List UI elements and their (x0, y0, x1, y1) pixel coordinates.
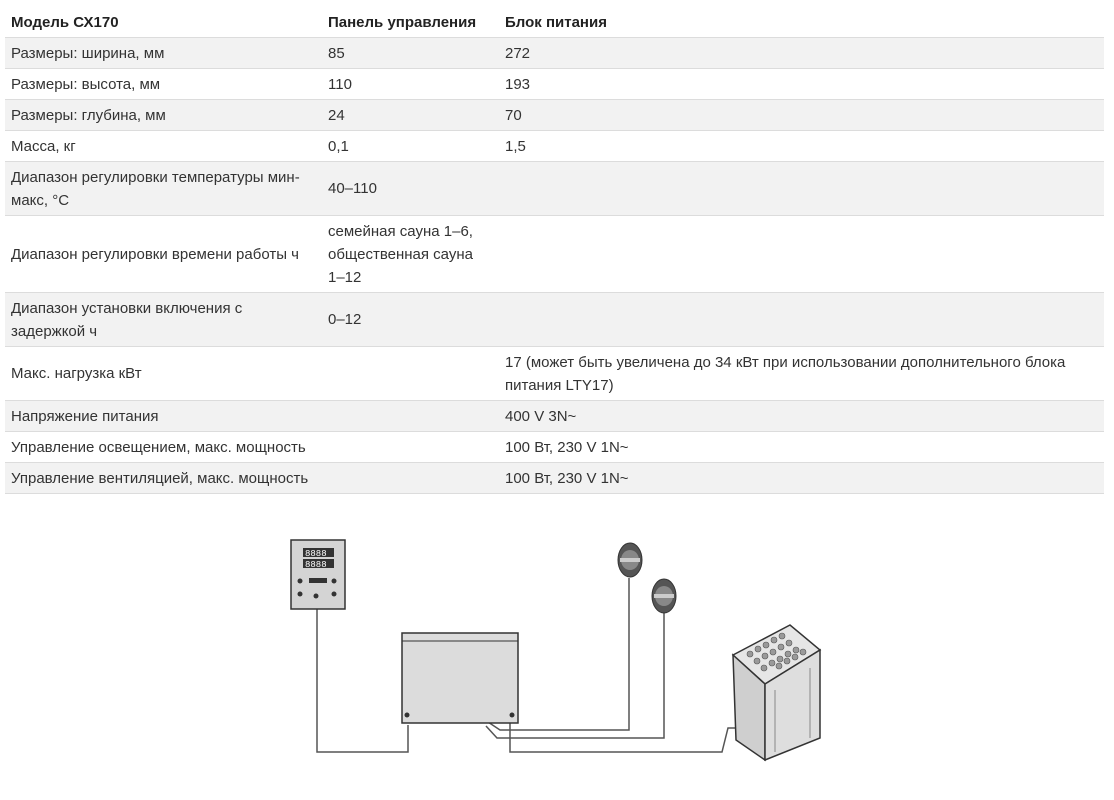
row-panel-value (322, 463, 499, 494)
heater-cable (510, 722, 745, 752)
temperature-sensor-icon (618, 543, 642, 577)
row-power-value: 100 Вт, 230 V 1N~ (499, 463, 1104, 494)
header-model: Модель СХ170 (5, 7, 322, 38)
row-power-value (499, 293, 1104, 347)
row-panel-value: 0–12 (322, 293, 499, 347)
table-row (5, 162, 1104, 216)
row-label: Диапазон установки включения с задержкой ч (5, 293, 322, 347)
table-row (5, 131, 1104, 162)
row-panel-value (322, 347, 499, 401)
panel-cable (317, 608, 408, 752)
row-label: Управление вентиляцией, макс. мощность (5, 463, 322, 494)
row-label: Напряжение питания (5, 401, 322, 432)
table-row (5, 347, 1104, 401)
table-row (5, 432, 1104, 463)
spec-table (5, 7, 1104, 494)
row-panel-value: 85 (322, 38, 499, 69)
power-unit-icon (402, 633, 518, 723)
table-row (5, 293, 1104, 347)
temperature-sensor-icon (652, 579, 676, 613)
row-label: Макс. нагрузка кВт (5, 347, 322, 401)
row-label: Размеры: глубина, мм (5, 100, 322, 131)
table-header-row (5, 7, 1104, 38)
table-row (5, 216, 1104, 293)
row-panel-value: 110 (322, 69, 499, 100)
row-power-value (499, 216, 1104, 293)
row-panel-value: 24 (322, 100, 499, 131)
control-panel-icon (291, 540, 345, 609)
row-power-value: 100 Вт, 230 V 1N~ (499, 432, 1104, 463)
table-row (5, 100, 1104, 131)
row-label: Диапазон регулировки температуры мин-макс, °C (5, 162, 322, 216)
row-power-value: 70 (499, 100, 1104, 131)
row-power-value: 272 (499, 38, 1104, 69)
row-power-value: 17 (может быть увеличена до 34 кВт при использовании дополнительного блока питания LTY17) (499, 347, 1104, 401)
row-panel-value: семейная сауна 1–6, общественная сауна 1–12 (322, 216, 499, 293)
panel-display-bottom: 8888 (305, 560, 327, 570)
sauna-heater-icon (733, 625, 820, 760)
table-row (5, 401, 1104, 432)
row-power-value (499, 162, 1104, 216)
header-power-unit: Блок питания (499, 7, 1104, 38)
table-row (5, 38, 1104, 69)
row-panel-value (322, 401, 499, 432)
connection-diagram (0, 500, 1114, 800)
row-panel-value: 40–110 (322, 162, 499, 216)
row-label: Размеры: ширина, мм (5, 38, 322, 69)
row-power-value: 400 V 3N~ (499, 401, 1104, 432)
row-power-value: 1,5 (499, 131, 1104, 162)
table-row (5, 69, 1104, 100)
row-panel-value: 0,1 (322, 131, 499, 162)
row-panel-value (322, 432, 499, 463)
panel-display-top: 8888 (305, 549, 327, 559)
row-label: Управление освещением, макс. мощность (5, 432, 322, 463)
header-control-panel: Панель управления (322, 7, 499, 38)
table-row (5, 463, 1104, 494)
row-label: Размеры: высота, мм (5, 69, 322, 100)
row-power-value: 193 (499, 69, 1104, 100)
row-label: Масса, кг (5, 131, 322, 162)
row-label: Диапазон регулировки времени работы ч (5, 216, 322, 293)
